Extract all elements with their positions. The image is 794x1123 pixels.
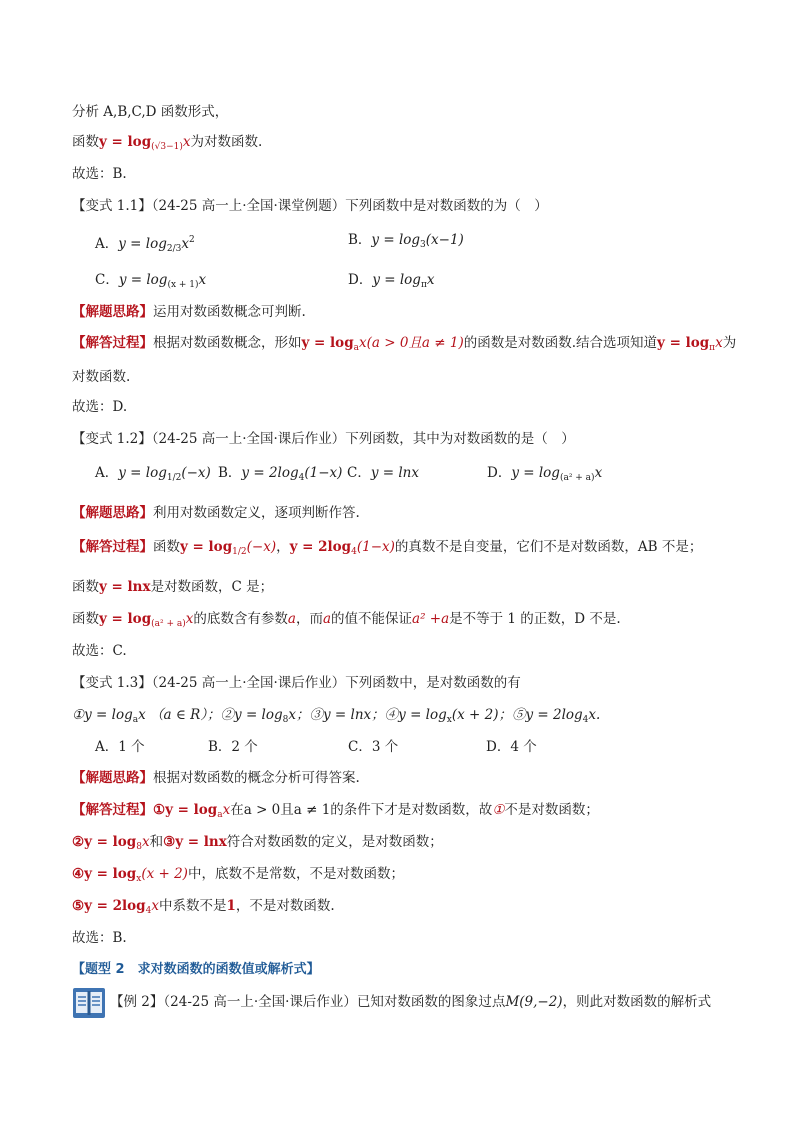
- v11-option-b: B．$y = \log_3(x-1)$: [348, 232, 464, 250]
- book-icon: [72, 987, 106, 1019]
- example-2-question: 【例 2】（24-25 高一上·全国·课后作业）已知对数函数的图象过点M(9,−2)，则此对数函数的解析式: [110, 994, 712, 1010]
- v12-process-line-1: 【解答过程】函数$y = \log_{1/2}(-x)$，$y = 2\log_4(1-x)$的真数不是自变量，它们不是对数函数，AB 不是；: [72, 539, 703, 557]
- v12-thinking: 【解题思路】利用对数函数定义，逐项判断作答.: [72, 505, 360, 521]
- v12-option-d: D．$y = \log_{(a^2 + a)}x$: [487, 465, 603, 483]
- v11-option-d: D．$y = \log_\pi x$: [348, 272, 435, 290]
- v13-option-d: D．4 个: [486, 739, 537, 755]
- v13-option-b: B．2 个: [208, 739, 258, 755]
- v11-process-line-2: 对数函数.: [72, 369, 131, 385]
- analysis-line: 分析 A,B,C,D 函数形式，: [72, 104, 229, 120]
- v11-option-c: C．$y = \log_{(x + 1)}x$: [95, 272, 207, 290]
- v12-option-a: A．$y = \log_{1/2}(-x)$: [95, 465, 211, 483]
- v13-process-line-1: 【解答过程】①y = $\log_ax$在a > 0且a ≠ 1的条件下才是对数函数，故①不是对数函数；: [72, 802, 599, 820]
- conclusion-line: 函数$y = \log_{(√3-1)}x$为对数函数.: [72, 134, 263, 152]
- answer-line: 故选：B.: [72, 166, 127, 182]
- v11-process-line-1: 【解答过程】根据对数函数概念，形如$y = \log_ax(a > 0$且a ≠ 1)的函数是对数函数.结合选项知道$y = \log_\pi x$为: [72, 335, 737, 353]
- v13-thinking: 【解题思路】根据对数函数的概念分析可得答案.: [72, 770, 360, 786]
- v13-process-line-4: ⑤y = $2\log_4x$中系数不是1，不是对数函数.: [72, 898, 335, 916]
- v13-process-line-2: ②y = $\log_8x$和③y = lnx符合对数函数的定义，是对数函数；: [72, 834, 443, 852]
- v12-option-b: B．$y = 2\log_4(1-x)$: [218, 465, 343, 483]
- variant-1-2-question: 【变式 1.2】（24-25 高一上·全国·课后作业）下列函数，其中为对数函数的是（ ）: [72, 431, 575, 447]
- section-heading: 【题型 2 求对数函数的函数值或解析式】: [72, 962, 320, 977]
- v12-process-line-3: 函数$y = \log_{(a^2 + a)}x$的底数含有参数a，而a的值不能保证a² +a是不等于 1 的正数，D 不是.: [72, 611, 621, 629]
- v13-process-line-3: ④y = $\log_x(x + 2)$中，底数不是常数，不是对数函数；: [72, 866, 404, 884]
- v11-answer: 故选：D.: [72, 399, 128, 415]
- v12-option-c: C．y = lnx: [347, 465, 419, 481]
- v12-answer: 故选：C.: [72, 643, 127, 659]
- v13-function-list: ①y = $\log_ax$ （a ∈ R）；②y = $\log_8x$；③y = lnx；④y = $\log_x(x + 2)$；⑤y = $2\log_4x$.: [72, 707, 601, 725]
- variant-1-1-question: 【变式 1.1】（24-25 高一上·全国·课堂例题）下列函数中是对数函数的为（ ）: [72, 198, 548, 214]
- v13-option-a: A．1 个: [95, 739, 145, 755]
- v11-option-a: A．$y = \log_{2/3}x^2$: [95, 235, 195, 254]
- v12-process-line-2: 函数y = lnx是对数函数，C 是；: [72, 579, 274, 595]
- v11-thinking: 【解题思路】运用对数函数概念可判断.: [72, 304, 306, 320]
- v13-option-c: C．3 个: [348, 739, 399, 755]
- v13-answer: 故选：B.: [72, 930, 127, 946]
- variant-1-3-question: 【变式 1.3】（24-25 高一上·全国·课后作业）下列函数中，是对数函数的有: [72, 675, 521, 691]
